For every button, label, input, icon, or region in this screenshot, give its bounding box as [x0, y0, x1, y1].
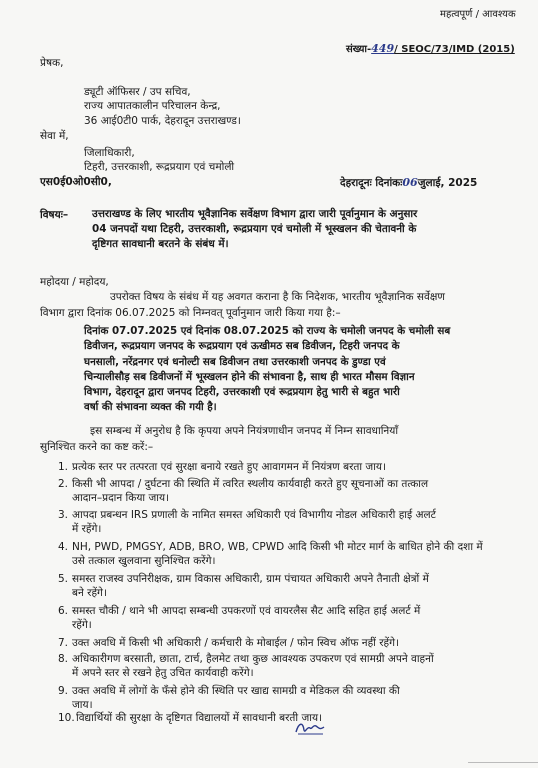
- intro-paragraph: उपरोक्त विषय के संबंध में यह अवगत कराना है कि निदेशक, भारतीय भूवैज्ञानिक सर्वेक्षण विभाग द्वारा दिनांक 06.07.2025 को निम्नवत् पूर्वानुमान जारी किया गया है:–: [40, 291, 445, 319]
- sender-line: ड्यूटी ऑफिसर / उप सचिव,: [84, 86, 191, 98]
- priority-label: महत्वपूर्ण / आवश्यक: [440, 9, 516, 20]
- salutation: महोदया / महोदय,: [40, 276, 109, 288]
- recipient-line: जिलाधिकारी,: [84, 147, 135, 159]
- page-edge-line: [468, 762, 538, 763]
- request-paragraph: इस सम्बन्ध में अनुरोध है कि कृपया अपने नियंत्रणाधीन जनपद में निम्न सावधानियाँ सुनिश्चित करने का कष्ट करें:–: [40, 425, 399, 453]
- recipient-label: सेवा में,: [40, 130, 69, 142]
- letter-date: देहरादूनः दिनांकः06जुलाई, 2025: [340, 176, 478, 189]
- sender-line: राज्य आपातकालीन परिचालन केन्द्र,: [84, 100, 221, 112]
- ref-code: एस0ई0ओ0सी0,: [40, 176, 112, 188]
- forecast-block: दिनांक 07.07.2025 एवं दिनांक 08.07.2025 को राज्य के चमोली जनपद के चमोली सब डिवीजन, रूद्रप्रयाग जनपद के रूद्रप्रयाग एवं ऊखीमठ सब डिवीजन, टिहरी जनपद के घनसाली, नरेंद्रनगर एवं धनोल्टी सब डिवीजन तथा उत्तरकाशी जनपद के डुण्डा एवं चिन्यालीसौड़ सब डिवीजनों में भूस्खलन होने की संभावना है, साथ ही भारत मौसम विज्ञान विभाग, देहरादून द्वारा जनपद टिहरी, उत्तरकाशी एवं रूद्रप्रयाग हेतु भारी से बहुत भारी वर्षा की संभावना व्यक्त की गयी है।: [84, 325, 451, 414]
- subject-label: विषयः–: [40, 209, 69, 221]
- subject-text: उत्तराखण्ड के लिए भारतीय भूवैज्ञानिक सर्वेक्षण विभाग द्वारा जारी पूर्वानुमान के अनुसार 04 जनपदों यथा टिहरी, उत्तरकाशी, रूद्रप्रयाग एवं चमोली में भूस्खलन की चेतावनी के दृष्टिगत सावधानी बरतने के संबंध में।: [92, 208, 418, 250]
- sender-label: प्रेषक,: [40, 57, 64, 69]
- reference-number: संख्या-449/ SEOC/73/IMD (2015): [346, 42, 515, 55]
- signature-mark: [293, 718, 327, 738]
- recipient-line: टिहरी, उत्तरकाशी, रूद्रप्रयाग एवं चमोली: [84, 161, 235, 173]
- sender-line: 36 आई0टी0 पार्क, देहरादून उत्तराखण्ड।: [84, 115, 241, 127]
